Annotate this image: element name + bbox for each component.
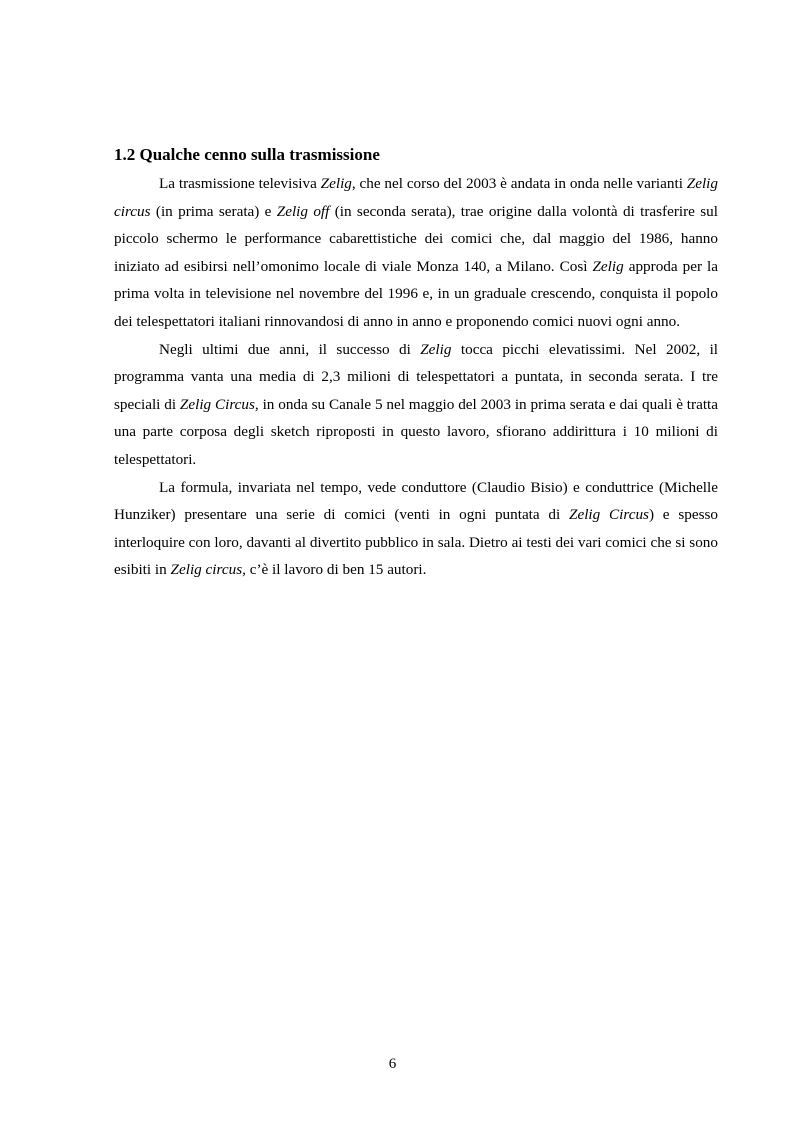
text-run: La trasmissione televisiva: [159, 175, 321, 192]
text-run: , che nel corso del 2003 è andata in onda nelle varianti: [351, 175, 687, 192]
text-run: approda per la prima volta in televisione nel novembre del 1996 e, in un graduale crescendo, conquista il popolo dei telespettatori italiani rinnovandosi di anno in anno e proponendo comici nuovi ogni anno.: [114, 257, 718, 330]
italic-title: Zelig: [420, 340, 452, 358]
text-run: (in seconda serata), trae origine dalla volontà di trasferire sul piccolo schermo le performance cabarettistiche dei comici che, dal maggio del 1986, hanno iniziato ad esibirsi nell’omonimo locale di viale Monza 140, a Milano. Così: [114, 202, 718, 275]
italic-title: Zelig: [592, 257, 624, 275]
text-run: La formula, invariata nel tempo, vede conduttore (Claudio Bisio) e conduttrice (Michelle Hunziker) presentare una serie di comici (venti in ogni puntata di: [114, 478, 718, 524]
section-heading: 1.2 Qualche cenno sulla trasmissione: [114, 145, 380, 164]
text-run: ) e spesso interloquire con loro, davanti al divertito pubblico in sala. Dietro ai testi dei vari comici che si sono esibiti in: [114, 506, 718, 579]
italic-title: Zelig: [320, 175, 352, 192]
italic-title: Zelig circus: [170, 561, 243, 579]
text-run: tocca picchi elevatissimi. Nel 2002, il programma vanta una media di 2,3 milioni di telespettatori a puntata, in seconda serata. I tre speciali di: [114, 340, 719, 413]
text-run: , in onda su Canale 5 nel maggio del 2003 in prima serata e dai quali è tratta una parte corposa degli sketch riproposti in questo lavoro, sfiorano addirittura i 10 milioni di telespettatori.: [114, 395, 719, 468]
italic-title: Zelig Circus: [569, 506, 649, 524]
section-body: [114, 170, 718, 584]
paragraph-1: [114, 170, 718, 336]
text-run: (in prima serata) e: [150, 202, 277, 220]
paragraph-2: [114, 336, 718, 474]
page-number: 6: [388, 1056, 397, 1072]
italic-title: Zelig Circus: [179, 395, 255, 413]
italic-title: Zelig off: [276, 202, 330, 220]
text-run: , c’è il lavoro di ben 15 autori.: [242, 561, 427, 579]
paragraph-3: [114, 474, 718, 584]
italic-title: Zelig circus: [114, 175, 718, 220]
text-run: Negli ultimi due anni, il successo di: [159, 340, 421, 358]
